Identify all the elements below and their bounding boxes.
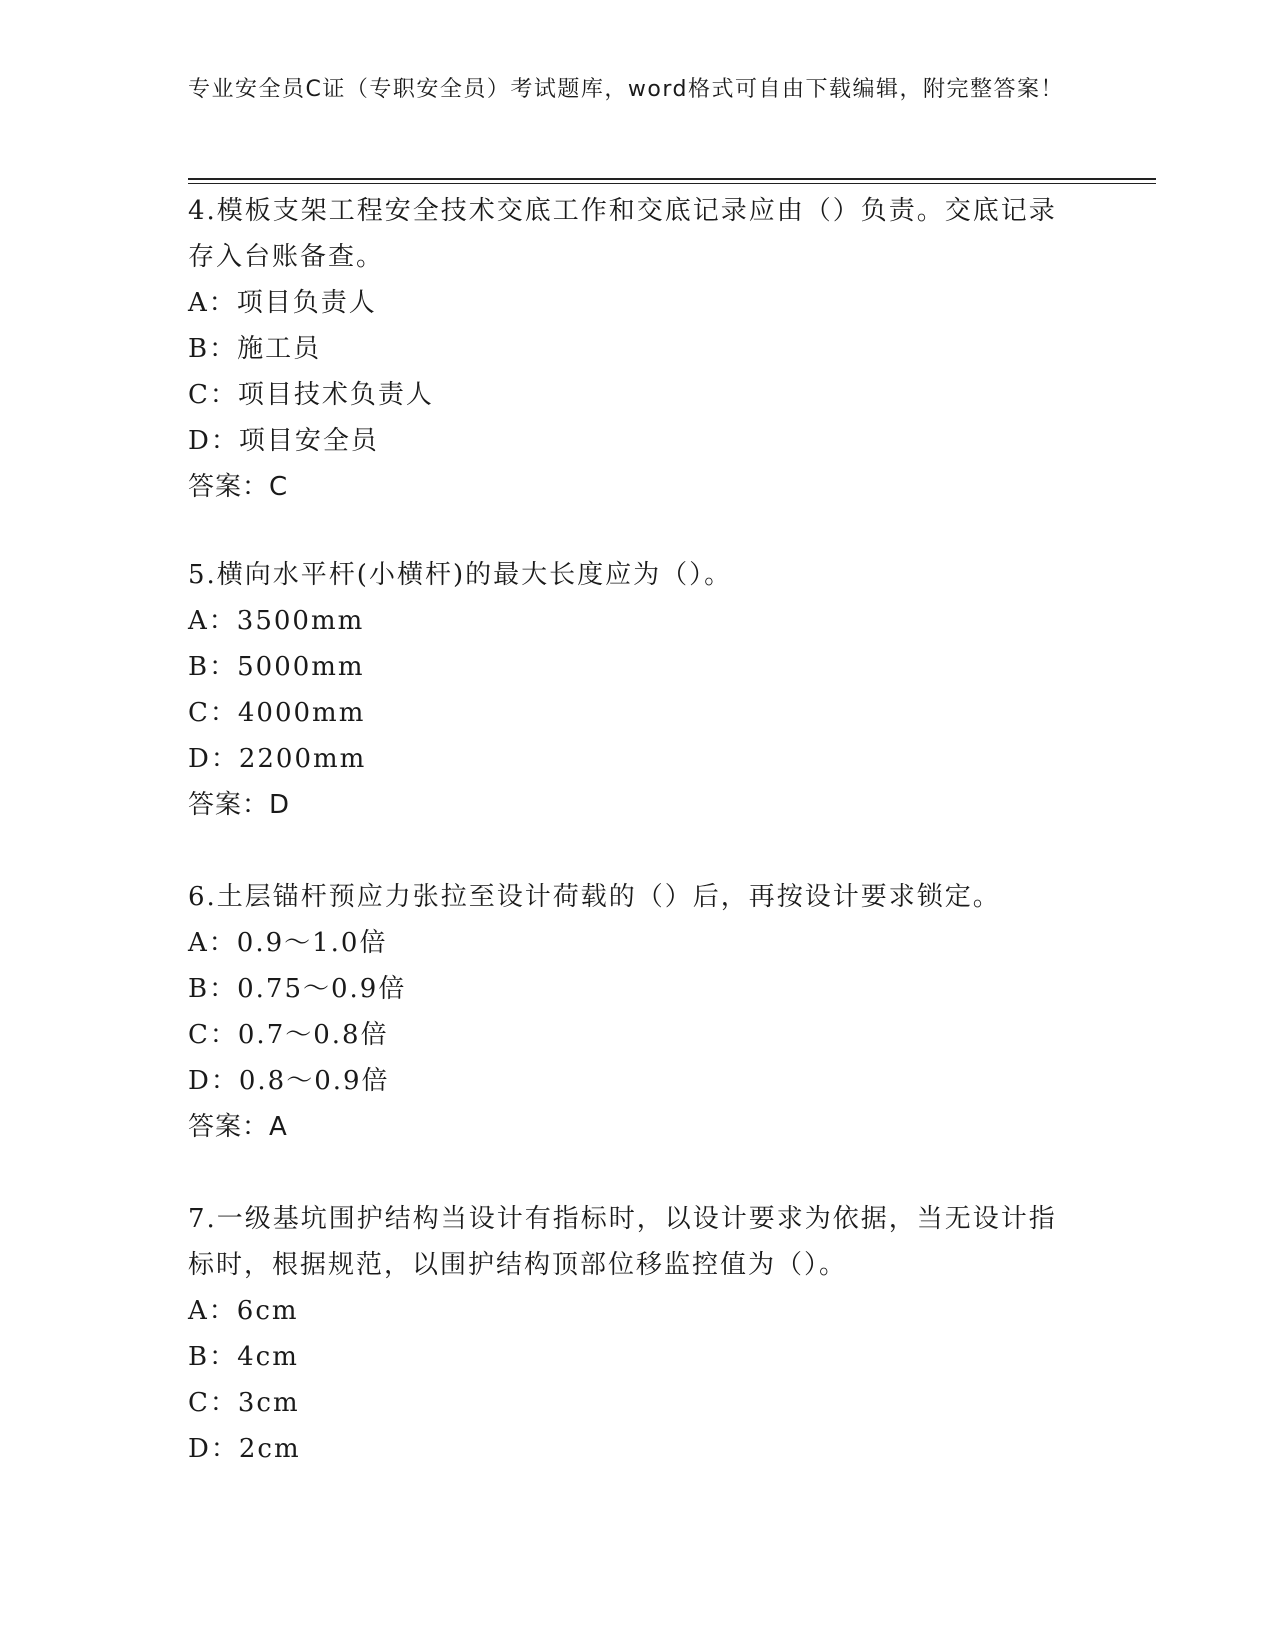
question-text: 7.一级基坑围护结构当设计有指标时，以设计要求为依据，当无设计指标时，根据规范，以围护结构顶部位移监控值为（）。 [188,1204,1057,1280]
option-d: D：项目安全员 [188,426,379,456]
answer: 答案：C [188,472,289,502]
header-divider-thick [188,178,1156,180]
option-a: A：项目负责人 [188,288,377,318]
option-c: C：项目技术负责人 [188,380,434,410]
option-b: B：施工员 [188,334,322,364]
option-d: D：2200mm [188,744,367,774]
option-c: C：4000mm [188,698,366,728]
question-text: 6.土层锚杆预应力张拉至设计荷载的（）后，再按设计要求锁定。 [188,882,1001,912]
option-c: C：3cm [188,1388,300,1418]
document-header: 专业安全员C证（专职安全员）考试题库，word格式可自由下载编辑，附完整答案！ [188,77,1064,102]
header-divider-thin [188,183,1156,184]
option-a: A：6cm [188,1296,299,1326]
option-d: D：0.8～0.9倍 [188,1066,390,1096]
option-a: A：0.9～1.0倍 [188,928,388,958]
question-text: 5.横向水平杆(小横杆)的最大长度应为（）。 [188,560,733,590]
question-4 [188,188,1068,510]
question-7 [188,1196,1068,1472]
option-a: A：3500mm [188,606,365,636]
option-b: B：5000mm [188,652,365,682]
option-c: C：0.7～0.8倍 [188,1020,389,1050]
question-text: 4.模板支架工程安全技术交底工作和交底记录应由（）负责。交底记录存入台账备查。 [188,196,1057,272]
question-5 [188,552,1068,828]
option-b: B：4cm [188,1342,299,1372]
question-6 [188,874,1068,1150]
option-b: B：0.75～0.9倍 [188,974,407,1004]
answer: 答案：A [188,1112,288,1142]
option-d: D：2cm [188,1434,301,1464]
answer: 答案：D [188,790,291,820]
